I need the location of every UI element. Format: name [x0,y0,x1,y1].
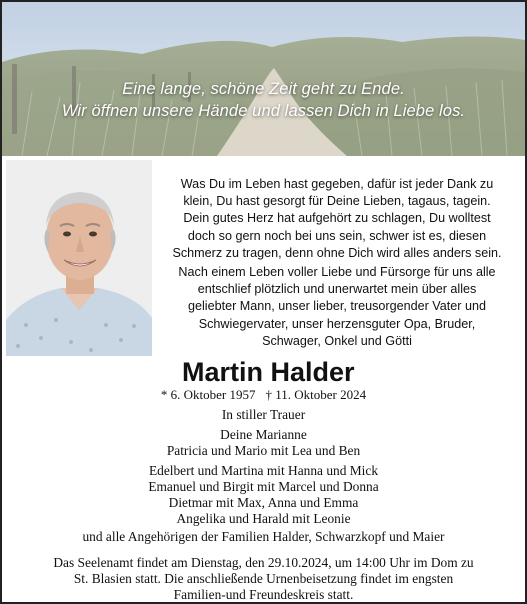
mourner-line: Deine Marianne [220,427,307,442]
poem-line: Was Du im Leben hast gegeben, dafür ist jeder Dank zu [180,177,494,191]
birth-date: * 6. Oktober 1957 [160,387,256,402]
dune-path-illustration [2,2,525,156]
mourner-line: Patricia und Mario mit Lea und Ben [166,443,361,458]
poem-line: klein, Du hast gesorgt für Deine Lieben, tagaus, tagein. [183,194,491,209]
poem-line: entschlief plötzlich und unerwartet mein über alles [197,282,477,297]
service-line: St. Blasien statt. Die anschließende Urnenbeisetzung findet im engsten [73,571,454,586]
deceased-name: Martin Halder [182,357,355,387]
life-dates [2,387,525,403]
poem-stanza-2 [162,264,512,350]
mourners-group-2 [2,463,525,527]
poem-line: Schmerz zu tragen, denn ohne Dich wird alles anders sein. [172,245,502,260]
dune-banner-image [2,2,525,156]
service-line: Das Seelenamt findet am Dienstag, den 29.10.2024, um 14:00 Uhr im Dom zu [53,555,474,570]
poem-line: geliebter Mann, unser lieber, treusorgender Vater und [187,299,486,314]
mourners-group-1 [2,427,525,459]
poem-line: Schwiegervater, unser herzensguter Opa, Bruder, [198,316,476,331]
mourner-line: Emanuel und Birgit mit Marcel und Donna [148,479,379,494]
poem-stanza-1 [162,176,512,262]
mourning-intro: In stiller Trauer [221,407,306,422]
poem-line: Schwager, Onkel und Götti [262,333,412,348]
mourner-line: Edelbert und Martina mit Hanna und Mick [148,463,379,478]
poem-line: doch so gern noch bei uns sein, schwer ist es, diesen [187,228,487,243]
portrait-photo [6,160,152,356]
mourner-line: Angelika und Harald mit Leonie [176,511,351,526]
banner-line-2: Wir öffnen unsere Hände und lassen Dich in Liebe los. [61,102,466,120]
relatives-line: und alle Angehörigen der Familien Halder, Schwarzkopf und Maier [82,529,445,544]
poem-line: Dein gutes Herz hat aufgehört zu schlagen, Du wolltest [183,211,491,226]
mourner-line: Dietmar mit Max, Anna und Emma [168,495,359,510]
poem-line: Nach einem Leben voller Liebe und Fürsorge für uns alle [178,265,496,279]
service-line: Familien-und Freundeskreis statt. [173,587,354,602]
service-info [2,555,525,603]
death-date: † 11. Oktober 2024 [265,387,367,402]
banner-line-1: Eine lange, schöne Zeit geht zu Ende. [122,80,405,98]
